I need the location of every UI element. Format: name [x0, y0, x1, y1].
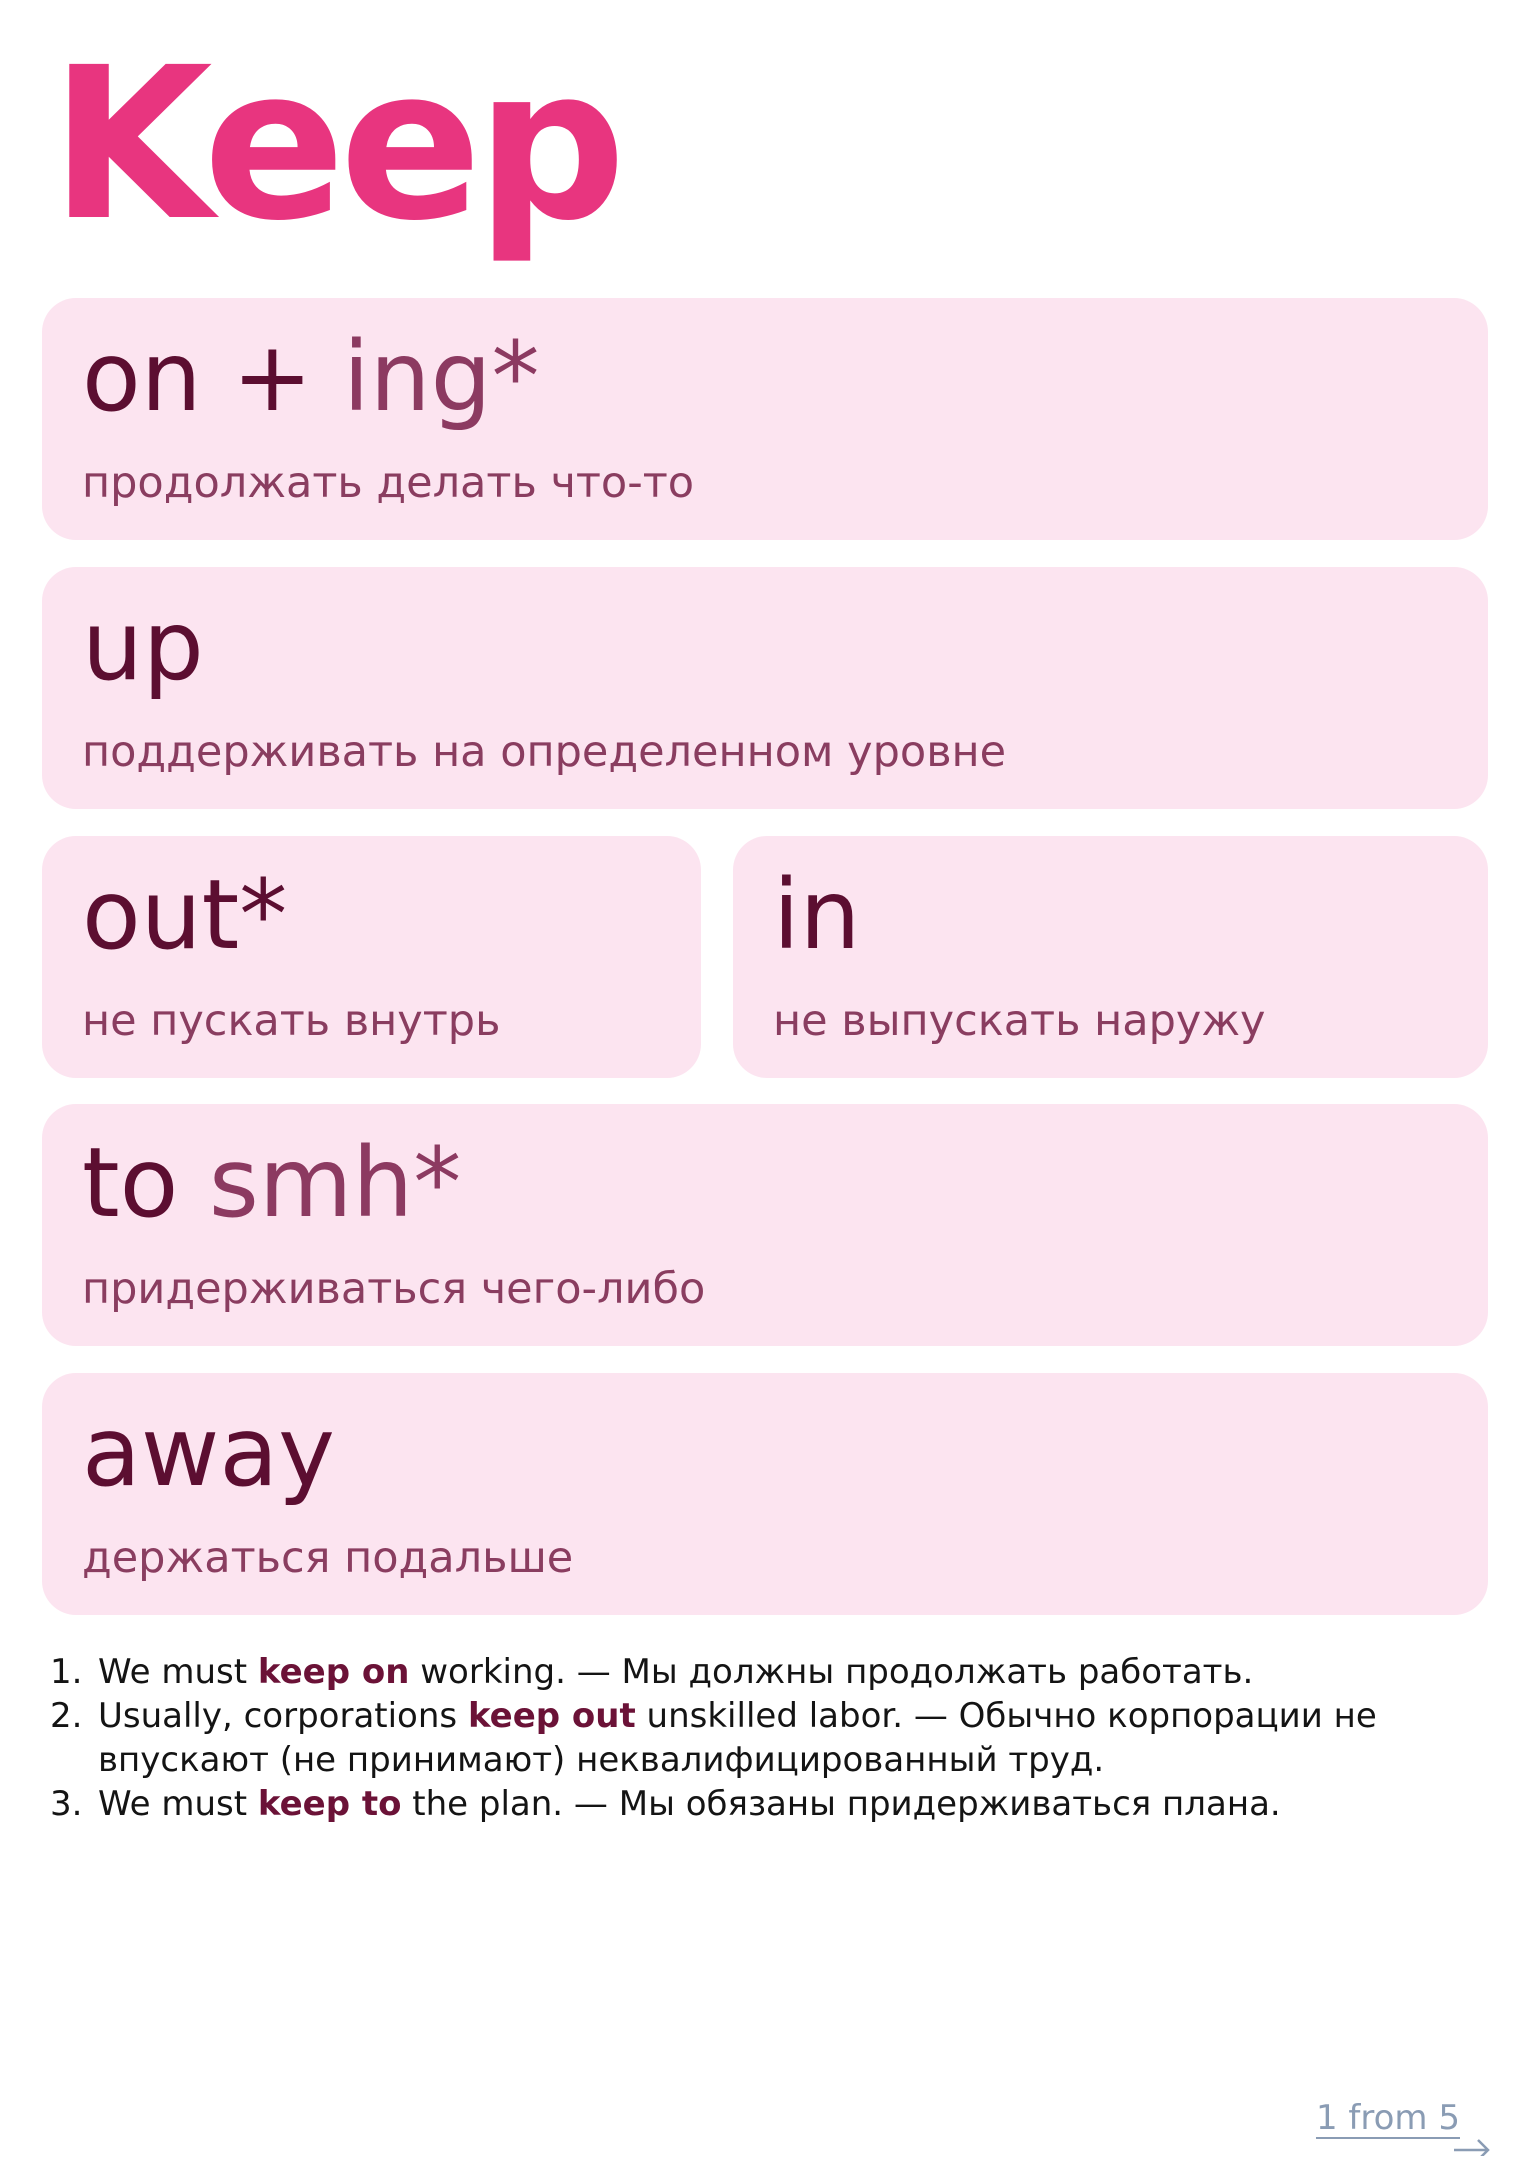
- example-text: We must: [98, 1784, 258, 1824]
- card-out: [42, 836, 701, 1078]
- example-text: We must: [98, 1652, 258, 1692]
- example-text: unskilled labor. — Обычно корпорации не впускают (не принимают) неквалифицированный труд.: [98, 1696, 1377, 1780]
- card-gloss: придерживаться чего-либо: [82, 1264, 706, 1314]
- card-gloss: не пускать внутрь: [82, 996, 501, 1046]
- example-item: [50, 1782, 1490, 1826]
- example-highlight: keep on: [257, 1652, 410, 1692]
- term-main: to: [82, 1127, 209, 1239]
- card-term: [82, 858, 287, 973]
- examples-list: [50, 1650, 1490, 1826]
- card-term: [82, 320, 540, 435]
- card-gloss: не выпускать наружу: [773, 996, 1266, 1046]
- card-to-smh: [42, 1104, 1488, 1346]
- example-item: [50, 1650, 1490, 1694]
- example-number: 1.: [50, 1652, 83, 1692]
- page-indicator-link[interactable]: 1 from 5: [1315, 2098, 1460, 2138]
- card-gloss: продолжать делать что-то: [82, 458, 695, 508]
- term-main: away: [82, 1396, 335, 1508]
- card-away: [42, 1373, 1488, 1615]
- card-term: [773, 858, 861, 973]
- term-main: on +: [82, 321, 344, 433]
- arrow-right-icon[interactable]: [1452, 2126, 1492, 2156]
- term-main: in: [773, 859, 861, 971]
- card-in: [733, 836, 1488, 1078]
- term-main: up: [82, 590, 204, 702]
- card-gloss: держаться подальше: [82, 1533, 574, 1583]
- card-term: [82, 1126, 461, 1241]
- card-on-ing: [42, 298, 1488, 540]
- example-highlight: keep out: [467, 1696, 636, 1736]
- term-light: smh*: [208, 1127, 462, 1239]
- card-term: [82, 1395, 335, 1510]
- example-text: working. — Мы должны продолжать работать.: [409, 1652, 1254, 1692]
- card-gloss: поддерживать на определенном уровне: [82, 727, 1007, 777]
- term-main: out*: [82, 859, 288, 971]
- example-number: 3.: [50, 1784, 83, 1824]
- example-highlight: keep to: [257, 1784, 402, 1824]
- example-text: Usually, corporations: [98, 1696, 468, 1736]
- example-number: 2.: [50, 1696, 83, 1736]
- page-title: Keep: [50, 22, 621, 267]
- term-light: ing*: [343, 321, 540, 433]
- example-item: [50, 1694, 1490, 1782]
- card-term: [82, 589, 204, 704]
- card-up: [42, 567, 1488, 809]
- example-text: the plan. — Мы обязаны придерживаться плана.: [401, 1784, 1281, 1824]
